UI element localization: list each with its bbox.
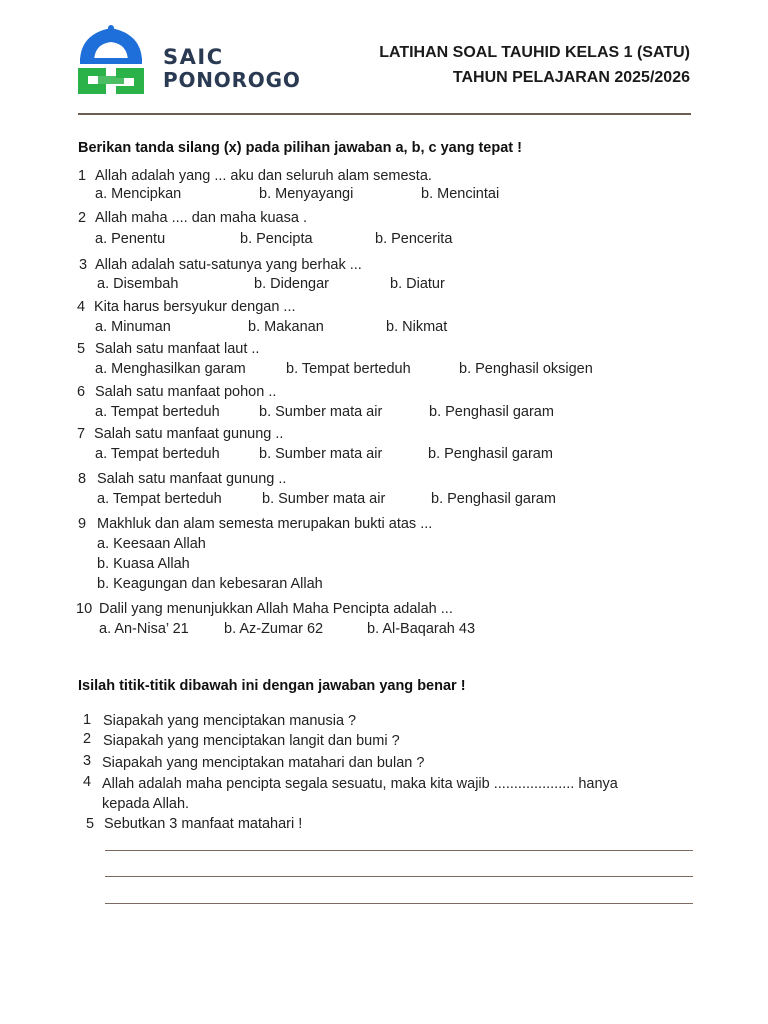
s2-q4-text-continued: kepada Allah. bbox=[102, 796, 190, 812]
q3-number: 3 bbox=[79, 257, 88, 273]
q6-number: 6 bbox=[77, 384, 86, 400]
brand-name-line1: SAIC bbox=[163, 45, 224, 69]
q7-option-b[interactable]: b. Sumber mata air bbox=[259, 446, 383, 462]
document-title: LATIHAN SOAL TAUHID KELAS 1 (SATU) bbox=[379, 44, 690, 61]
q4-option-a[interactable]: a. Minuman bbox=[95, 319, 171, 335]
s2-q2-text: Siapakah yang menciptakan langit dan bumi ? bbox=[103, 733, 400, 749]
answer-line-3[interactable] bbox=[105, 903, 693, 904]
q2-option-c[interactable]: b. Pencerita bbox=[375, 231, 453, 247]
q5-text: Salah satu manfaat laut .. bbox=[95, 341, 260, 357]
s2-q5-number: 5 bbox=[86, 816, 95, 832]
q9-option-b[interactable]: b. Kuasa Allah bbox=[97, 556, 190, 572]
q10-option-b[interactable]: b. Az-Zumar 62 bbox=[224, 621, 324, 637]
q8-number: 8 bbox=[78, 471, 87, 487]
q3-option-c[interactable]: b. Diatur bbox=[390, 276, 445, 292]
q2-option-b[interactable]: b. Pencipta bbox=[240, 231, 313, 247]
answer-line-1[interactable] bbox=[105, 850, 693, 851]
q4-option-c[interactable]: b. Nikmat bbox=[386, 319, 448, 335]
q4-option-b[interactable]: b. Makanan bbox=[248, 319, 324, 335]
q9-number: 9 bbox=[78, 516, 87, 532]
s2-q3-number: 3 bbox=[83, 753, 92, 769]
q6-option-b[interactable]: b. Sumber mata air bbox=[259, 404, 383, 420]
q6-option-c[interactable]: b. Penghasil garam bbox=[429, 404, 554, 420]
q8-option-c[interactable]: b. Penghasil garam bbox=[431, 491, 556, 507]
q8-option-a[interactable]: a. Tempat berteduh bbox=[97, 491, 222, 507]
q9-option-a[interactable]: a. Keesaan Allah bbox=[97, 536, 206, 552]
q5-option-c[interactable]: b. Penghasil oksigen bbox=[459, 361, 593, 377]
q7-option-a[interactable]: a. Tempat berteduh bbox=[95, 446, 220, 462]
q10-option-c[interactable]: b. Al-Baqarah 43 bbox=[367, 621, 476, 637]
s2-q1-number: 1 bbox=[83, 712, 92, 728]
q2-text: Allah maha .... dan maha kuasa . bbox=[95, 210, 307, 226]
section1-instruction: Berikan tanda silang (x) pada pilihan jawaban a, b, c yang tepat ! bbox=[78, 140, 522, 156]
q4-text: Kita harus bersyukur dengan ... bbox=[94, 299, 296, 315]
s2-q5-text: Sebutkan 3 manfaat matahari ! bbox=[104, 816, 303, 832]
q1-option-a[interactable]: a. Mencipkan bbox=[95, 186, 182, 202]
header-divider bbox=[78, 113, 691, 115]
q5-option-a[interactable]: a. Menghasilkan garam bbox=[95, 361, 246, 377]
q10-option-a[interactable]: a. An-Nisa’ 21 bbox=[99, 621, 189, 637]
q4-number: 4 bbox=[77, 299, 86, 315]
q3-text: Allah adalah satu-satunya yang berhak ... bbox=[95, 257, 362, 273]
s2-q4-number: 4 bbox=[83, 774, 92, 790]
q1-option-c[interactable]: b. Mencintai bbox=[421, 186, 500, 202]
q6-text: Salah satu manfaat pohon .. bbox=[95, 384, 277, 400]
q5-number: 5 bbox=[77, 341, 86, 357]
q9-option-c[interactable]: b. Keagungan dan kebesaran Allah bbox=[97, 576, 323, 592]
q10-number: 10 bbox=[76, 601, 93, 617]
q7-text: Salah satu manfaat gunung .. bbox=[94, 426, 284, 442]
q10-text: Dalil yang menunjukkan Allah Maha Pencipta adalah ... bbox=[99, 601, 453, 617]
q1-text: Allah adalah yang ... aku dan seluruh alam semesta. bbox=[95, 168, 432, 184]
q1-number: 1 bbox=[78, 168, 87, 184]
q3-option-a[interactable]: a. Disembah bbox=[97, 276, 179, 292]
q2-number: 2 bbox=[78, 210, 87, 226]
q3-option-b[interactable]: b. Didengar bbox=[254, 276, 329, 292]
q7-number: 7 bbox=[77, 426, 86, 442]
school-logo bbox=[76, 24, 146, 96]
q7-option-c[interactable]: b. Penghasil garam bbox=[428, 446, 553, 462]
s2-q2-number: 2 bbox=[83, 731, 92, 747]
q9-text: Makhluk dan alam semesta merupakan bukti atas ... bbox=[97, 516, 433, 532]
q8-text: Salah satu manfaat gunung .. bbox=[97, 471, 287, 487]
brand-name-line2: PONOROGO bbox=[163, 68, 301, 92]
q2-option-a[interactable]: a. Penentu bbox=[95, 231, 166, 247]
q8-option-b[interactable]: b. Sumber mata air bbox=[262, 491, 386, 507]
s2-q3-text: Siapakah yang menciptakan matahari dan bulan ? bbox=[102, 755, 425, 771]
academic-year: TAHUN PELAJARAN 2025/2026 bbox=[452, 69, 690, 86]
answer-line-2[interactable] bbox=[105, 876, 693, 877]
q6-option-a[interactable]: a. Tempat berteduh bbox=[95, 404, 220, 420]
q5-option-b[interactable]: b. Tempat berteduh bbox=[286, 361, 411, 377]
section2-instruction: Isilah titik-titik dibawah ini dengan jawaban yang benar ! bbox=[78, 678, 466, 694]
s2-q1-text: Siapakah yang menciptakan manusia ? bbox=[103, 713, 357, 729]
q1-option-b[interactable]: b. Menyayangi bbox=[259, 186, 354, 202]
s2-q4-text: Allah adalah maha pencipta segala sesuatu, maka kita wajib .................... hanya bbox=[102, 776, 618, 792]
